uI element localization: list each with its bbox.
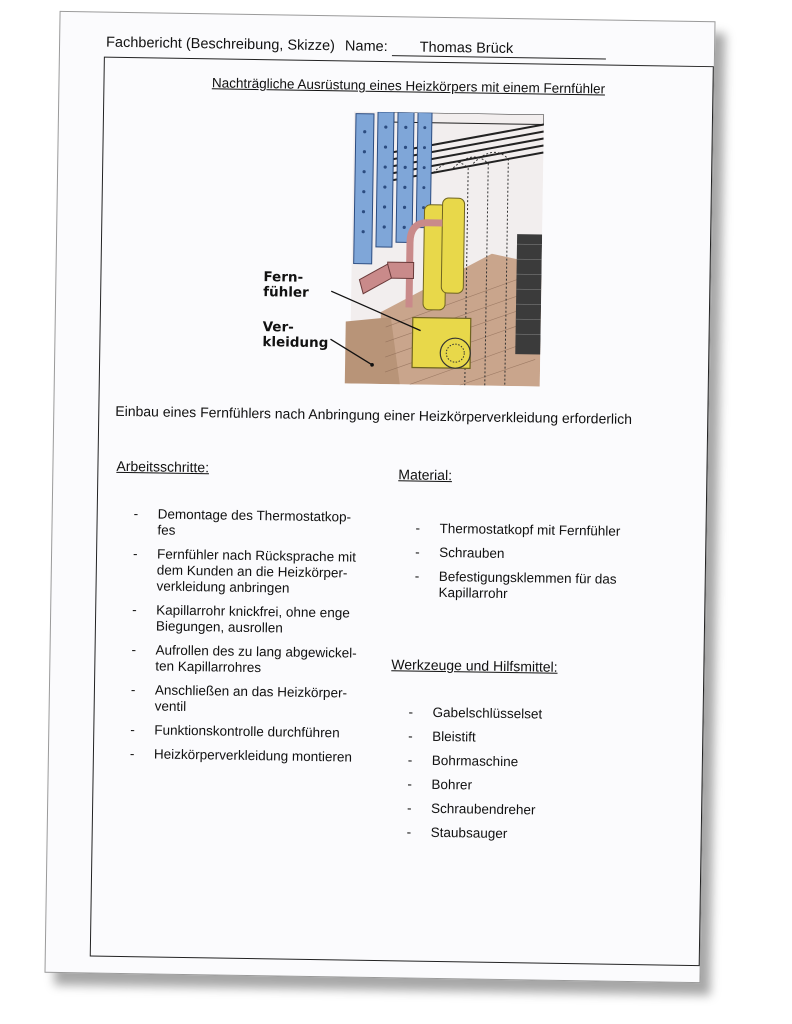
- list-dash: -: [132, 546, 138, 562]
- document-sheet: [44, 11, 715, 983]
- content-frame: [90, 57, 714, 966]
- figure-caption: Einbau eines Fernfühlers nach Anbringung einer Heizkörperverkleidung erforderlich: [115, 402, 633, 427]
- arbeitsschritt-item: [132, 602, 382, 638]
- document-title: Nachträgliche Ausrüstung eines Heizkörpers mit einem Fernfühler: [211, 75, 606, 97]
- label-fernfuehler-line2: fühler: [263, 284, 309, 301]
- name-label: Name:: [344, 38, 388, 56]
- list-item-text: Schraubendreher: [430, 800, 536, 818]
- list-dash: -: [131, 642, 137, 658]
- list-item-text: Bohrer: [431, 776, 473, 793]
- list-dash: -: [414, 568, 420, 584]
- report-label: Fachbericht (Beschreibung, Skizze): [105, 34, 336, 55]
- list-dash: -: [407, 752, 413, 768]
- list-dash: -: [407, 800, 412, 816]
- list-item-text: Thermostatkopf mit Fernfühler: [439, 520, 621, 539]
- list-dash: -: [408, 704, 414, 720]
- list-item-text: Fernfühler nach Rücksprache mit dem Kunden an die Heizkörper- verkleidung anbringen: [156, 546, 357, 596]
- list-dash: -: [130, 722, 135, 738]
- list-item-text: Befestigungsklemmen für das Kapillarrohr: [438, 568, 617, 602]
- werkzeug-item: [408, 752, 648, 772]
- report-header: [106, 35, 606, 60]
- list-item-text: Kapillarrohr knickfrei, ohne enge Biegungen, ausrollen: [155, 602, 350, 636]
- werkzeug-item: [407, 800, 647, 820]
- list-item-text: Anschließen an das Heizkörper- ventil: [154, 682, 348, 714]
- list-item-text: Heizkörperverkleidung montieren: [153, 746, 353, 765]
- material-item: [415, 521, 655, 541]
- label-verkleidung: [262, 320, 328, 351]
- label-verkleidung-line2: kleidung: [262, 334, 329, 352]
- author-name: Thomas Brück: [392, 39, 606, 59]
- arbeitsschritte-list: [130, 506, 384, 774]
- label-fernfuehler-line1: Fern-: [263, 269, 304, 286]
- radiator-sketch: [262, 111, 544, 387]
- arbeitsschritt-item: [130, 746, 380, 766]
- arbeitsschritt-item: [132, 546, 383, 598]
- list-item-text: Aufrollen des zu lang abgewickel- ten Kapillarrohres: [155, 642, 357, 676]
- arbeitsschritte-heading: Arbeitsschritte:: [116, 457, 210, 476]
- werkzeug-item: [407, 824, 647, 844]
- arbeitsschritt-item: [133, 506, 383, 542]
- label-verkleidung-line1: Ver-: [262, 319, 294, 336]
- list-dash: -: [415, 520, 421, 536]
- list-dash: -: [407, 776, 413, 792]
- arbeitsschritt-item: [131, 642, 381, 678]
- label-fernfuehler: [263, 270, 309, 301]
- material-item: [414, 569, 654, 605]
- list-dash: -: [406, 824, 412, 840]
- werkzeuge-heading: Werkzeuge und Hilfsmittel:: [391, 656, 558, 675]
- werkzeuge-list: [406, 704, 648, 852]
- werkzeug-item: [407, 776, 647, 796]
- material-list: [414, 521, 655, 613]
- material-heading: Material:: [398, 466, 453, 484]
- list-item-text: Staubsauger: [430, 824, 508, 842]
- list-item-text: Schrauben: [439, 544, 505, 561]
- arbeitsschritt-item: [131, 682, 381, 718]
- list-item-text: Funktionskontrolle durchführen: [154, 722, 340, 741]
- list-item-text: Demontage des Thermostatkop- fes: [157, 506, 352, 538]
- list-dash: -: [132, 602, 137, 618]
- list-dash: -: [133, 506, 139, 522]
- werkzeug-item: [408, 728, 648, 748]
- list-item-text: Bohrmaschine: [431, 752, 519, 770]
- arbeitsschritt-item: [130, 722, 380, 742]
- list-dash: -: [415, 544, 420, 560]
- list-item-text: Bleistift: [432, 728, 476, 745]
- list-dash: -: [408, 728, 413, 744]
- list-dash: -: [130, 682, 136, 698]
- list-dash: -: [129, 746, 135, 762]
- material-item: [415, 545, 655, 565]
- list-item-text: Gabelschlüsselset: [432, 704, 543, 722]
- werkzeug-item: [408, 704, 648, 724]
